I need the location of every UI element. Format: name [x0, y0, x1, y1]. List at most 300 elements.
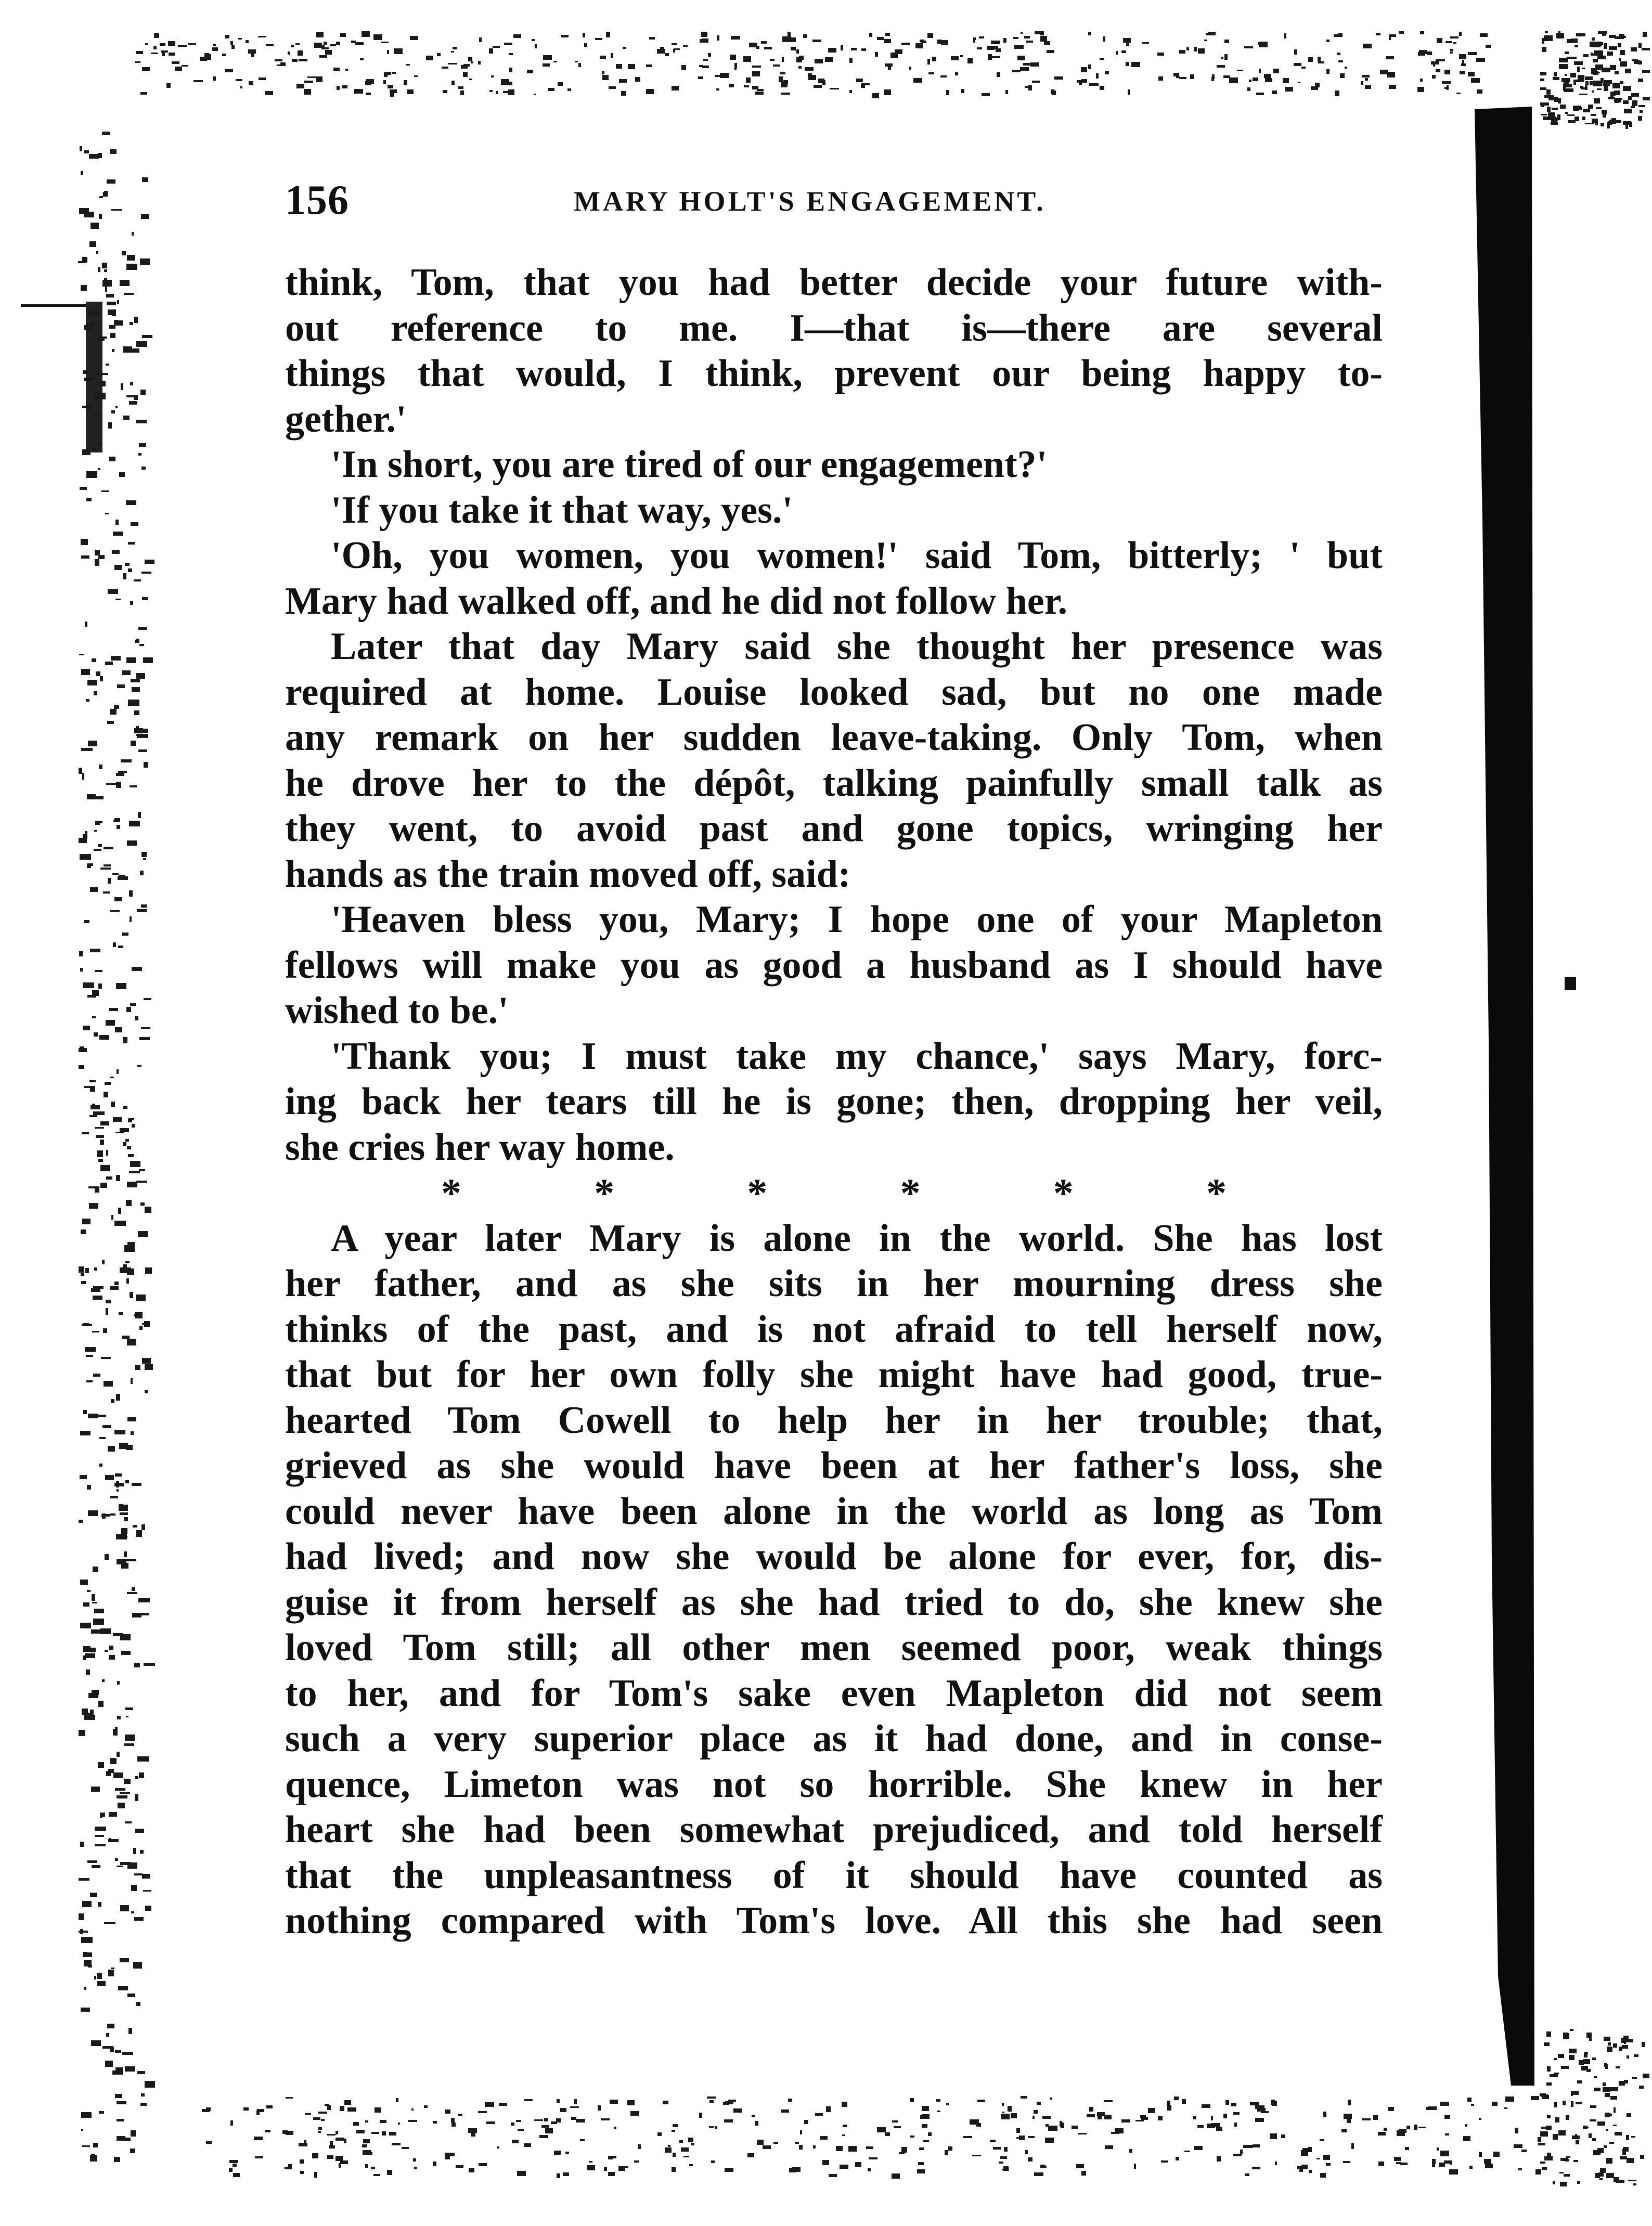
noise-speck — [124, 1779, 131, 1784]
noise-speck — [1320, 2173, 1326, 2178]
noise-speck — [1553, 2181, 1555, 2184]
noise-speck — [123, 1142, 126, 1146]
noise-speck — [124, 1517, 128, 1521]
noise-speck — [98, 1159, 103, 1162]
noise-speck — [469, 79, 472, 80]
noise-speck — [861, 84, 865, 88]
noise-speck — [363, 2139, 370, 2143]
noise-speck — [1173, 73, 1179, 76]
noise-speck — [707, 2096, 716, 2099]
noise-speck — [103, 1328, 107, 1333]
noise-speck — [85, 1268, 89, 1273]
noise-speck — [1606, 2129, 1608, 2131]
noise-speck — [351, 41, 356, 43]
noise-speck — [970, 2119, 979, 2125]
noise-speck — [92, 1016, 96, 1018]
noise-speck — [1098, 2114, 1102, 2119]
noise-speck — [133, 703, 139, 705]
noise-speck — [1233, 2154, 1242, 2156]
noise-speck — [316, 32, 324, 37]
noise-speck — [90, 887, 98, 892]
noise-speck — [313, 2117, 320, 2120]
noise-speck — [300, 2159, 304, 2164]
noise-speck — [1338, 33, 1343, 37]
noise-speck — [82, 1324, 92, 1326]
noise-speck — [100, 868, 111, 870]
noise-speck — [1597, 2121, 1605, 2126]
noise-speck — [920, 2115, 925, 2119]
noise-speck — [153, 46, 157, 49]
noise-speck — [85, 622, 87, 627]
noise-speck — [133, 1848, 136, 1854]
noise-speck — [1302, 2148, 1311, 2150]
noise-speck — [1194, 2146, 1203, 2150]
noise-speck — [699, 65, 703, 67]
noise-speck — [138, 627, 147, 630]
noise-speck — [145, 43, 148, 45]
noise-speck — [134, 728, 143, 733]
noise-speck — [92, 658, 96, 662]
noise-speck — [102, 263, 107, 268]
noise-speck — [1622, 2045, 1628, 2049]
noise-speck — [335, 2131, 338, 2134]
noise-speck — [752, 86, 758, 89]
noise-speck — [1616, 2066, 1620, 2068]
break-asterisk: * — [747, 1170, 768, 1215]
noise-speck — [95, 1188, 99, 1193]
noise-speck — [1638, 105, 1645, 107]
noise-speck — [125, 1559, 136, 1561]
noise-speck — [1281, 2134, 1285, 2138]
noise-speck — [111, 410, 115, 413]
noise-speck — [248, 49, 256, 54]
noise-speck — [1211, 77, 1214, 81]
noise-speck — [172, 61, 179, 64]
noise-speck — [1547, 2115, 1551, 2118]
noise-speck — [107, 2024, 114, 2028]
noise-speck — [105, 662, 113, 665]
noise-speck — [141, 572, 151, 574]
text-line: could never have been alone in the world as long as Tom — [285, 1490, 1383, 1533]
noise-speck — [877, 37, 884, 40]
noise-speck — [120, 1862, 131, 1865]
noise-speck — [141, 2093, 145, 2096]
noise-speck — [114, 565, 122, 570]
noise-speck — [108, 1970, 114, 1976]
page-header — [285, 177, 1383, 234]
noise-speck — [1565, 2159, 1569, 2162]
noise-speck — [327, 2155, 333, 2159]
noise-speck — [866, 2146, 873, 2149]
noise-speck — [140, 390, 146, 395]
noise-speck — [132, 1587, 135, 1591]
noise-speck — [1221, 57, 1223, 59]
noise-speck — [142, 177, 148, 182]
noise-speck — [115, 2094, 122, 2098]
noise-speck — [116, 1481, 119, 1487]
noise-speck — [1613, 2125, 1617, 2126]
noise-speck — [869, 2157, 877, 2159]
noise-speck — [551, 2121, 557, 2124]
noise-speck — [113, 1633, 123, 1636]
noise-speck — [1609, 46, 1617, 50]
noise-speck — [1016, 2128, 1020, 2133]
noise-speck — [683, 45, 688, 47]
noise-speck — [321, 47, 329, 49]
noise-speck — [1223, 75, 1230, 78]
noise-speck — [106, 1176, 112, 1180]
noise-speck — [1294, 63, 1301, 66]
noise-speck — [598, 2105, 601, 2111]
noise-speck — [1400, 2163, 1408, 2165]
noise-speck — [783, 80, 788, 84]
noise-speck — [1131, 62, 1140, 67]
noise-speck — [145, 1207, 151, 1213]
noise-speck — [616, 64, 622, 69]
noise-speck — [1020, 67, 1029, 71]
noise-speck — [1384, 2128, 1387, 2131]
noise-speck — [1576, 2102, 1582, 2104]
noise-speck — [82, 1132, 89, 1134]
noise-speck — [101, 490, 109, 492]
noise-speck — [81, 669, 90, 675]
noise-speck — [967, 58, 973, 63]
noise-speck — [788, 32, 791, 37]
noise-speck — [563, 2172, 569, 2176]
noise-speck — [499, 2103, 507, 2106]
noise-speck — [973, 37, 976, 40]
noise-speck — [132, 967, 142, 971]
noise-speck — [828, 2107, 831, 2111]
noise-speck — [117, 684, 125, 688]
noise-speck — [1257, 2108, 1266, 2112]
noise-speck — [81, 1273, 84, 1276]
noise-speck — [142, 1323, 147, 1325]
noise-speck — [81, 285, 87, 291]
noise-speck — [257, 2109, 264, 2112]
noise-speck — [139, 443, 146, 447]
noise-speck — [98, 267, 100, 272]
noise-speck — [746, 77, 751, 83]
noise-speck — [277, 64, 286, 66]
noise-speck — [107, 179, 115, 184]
noise-speck — [909, 67, 911, 70]
noise-speck — [80, 1431, 91, 1435]
noise-speck — [433, 2121, 437, 2124]
text-block-lower — [285, 1216, 1383, 1944]
text-line: quence, Limeton was not so horrible. She knew in her — [285, 1763, 1383, 1806]
noise-speck — [99, 765, 102, 769]
noise-speck — [917, 2169, 925, 2173]
noise-speck — [88, 1186, 99, 1188]
noise-speck — [117, 1069, 119, 1074]
noise-speck — [1538, 2137, 1541, 2142]
noise-speck — [137, 909, 147, 912]
text-line: hands as the train moved off, said: — [285, 852, 851, 896]
noise-speck — [127, 1146, 131, 1149]
noise-speck — [1345, 67, 1347, 69]
noise-speck — [558, 82, 563, 86]
noise-speck — [1589, 2038, 1592, 2041]
noise-speck — [93, 1567, 98, 1572]
noise-speck — [105, 513, 109, 514]
noise-speck — [1603, 83, 1610, 86]
noise-speck — [111, 209, 122, 211]
noise-speck — [100, 1140, 104, 1145]
noise-speck — [93, 1111, 105, 1115]
noise-speck — [1104, 2115, 1112, 2119]
noise-speck — [792, 2167, 801, 2172]
noise-speck — [1604, 86, 1608, 91]
noise-speck — [136, 673, 145, 679]
noise-speck — [130, 1161, 140, 1167]
noise-speck — [543, 63, 550, 67]
noise-speck — [225, 35, 229, 38]
noise-speck — [1459, 54, 1466, 59]
noise-speck — [129, 821, 140, 826]
noise-speck — [1596, 107, 1602, 109]
noise-speck — [1028, 85, 1032, 90]
noise-speck — [116, 773, 124, 776]
noise-speck — [140, 1202, 145, 1206]
noise-speck — [1428, 2106, 1437, 2110]
noise-speck — [433, 2162, 436, 2166]
noise-speck — [1561, 78, 1570, 82]
noise-speck — [1606, 2158, 1612, 2164]
noise-speck — [576, 2119, 585, 2123]
noise-speck — [90, 1893, 97, 1897]
noise-speck — [1632, 2077, 1637, 2079]
noise-speck — [162, 53, 165, 56]
noise-speck — [143, 1890, 151, 1892]
noise-speck — [123, 1264, 127, 1267]
noise-speck — [884, 39, 891, 43]
noise-speck — [131, 741, 136, 746]
noise-speck — [265, 2130, 270, 2132]
noise-speck — [117, 1716, 121, 1719]
noise-speck — [1104, 2100, 1113, 2102]
noise-speck — [132, 1124, 135, 1128]
noise-speck — [448, 63, 457, 64]
noise-speck — [122, 933, 128, 936]
noise-speck — [95, 1827, 106, 1831]
noise-speck — [602, 75, 609, 80]
noise-speck — [1297, 2166, 1307, 2169]
noise-speck — [1126, 62, 1129, 66]
noise-speck — [1623, 86, 1631, 91]
noise-speck — [1216, 2127, 1222, 2131]
noise-speck — [1157, 53, 1164, 56]
text-line: 'Oh, you women, you women!' said Tom, bitterly; ' but — [331, 534, 1383, 577]
text-line: such a very superior place as it had done, and in conse- — [285, 1717, 1383, 1760]
noise-speck — [365, 2152, 372, 2155]
noise-speck — [121, 759, 132, 762]
noise-speck — [1440, 2102, 1449, 2106]
noise-speck — [99, 1437, 106, 1439]
noise-speck — [1624, 2156, 1627, 2159]
noise-speck — [587, 2165, 595, 2170]
noise-speck — [115, 520, 119, 525]
noise-speck — [141, 852, 147, 857]
noise-speck — [144, 998, 151, 1000]
noise-speck — [138, 812, 141, 818]
noise-speck — [1437, 38, 1442, 43]
noise-speck — [116, 983, 126, 989]
noise-speck — [1318, 57, 1321, 61]
noise-speck — [83, 1602, 89, 1607]
noise-speck — [1566, 2115, 1569, 2120]
noise-speck — [113, 820, 120, 822]
noise-speck — [1608, 97, 1615, 99]
noise-speck — [1595, 2173, 1600, 2178]
noise-speck — [99, 1464, 102, 1467]
noise-speck — [92, 1690, 99, 1695]
noise-speck — [394, 48, 403, 54]
noise-speck — [80, 487, 87, 490]
noise-speck — [951, 56, 959, 60]
noise-speck — [119, 1312, 123, 1315]
noise-speck — [1602, 68, 1610, 72]
noise-speck — [1583, 2059, 1590, 2064]
noise-speck — [127, 840, 137, 846]
text-line: out reference to me. I—that is—there are several — [285, 306, 1383, 350]
noise-speck — [404, 80, 407, 85]
noise-speck — [426, 56, 433, 60]
noise-speck — [95, 550, 100, 555]
noise-speck — [81, 1230, 86, 1234]
noise-speck — [88, 741, 97, 746]
text-line: that but for her own folly she might have had good, true- — [285, 1353, 1383, 1396]
noise-speck — [105, 1475, 114, 1480]
noise-speck — [804, 2120, 808, 2124]
noise-speck — [1576, 2140, 1579, 2144]
noise-speck — [1598, 31, 1607, 34]
noise-speck — [354, 89, 363, 94]
noise-speck — [825, 57, 833, 62]
noise-speck — [674, 48, 680, 50]
noise-speck — [131, 522, 138, 526]
noise-speck — [112, 349, 114, 352]
noise-speck — [266, 2105, 273, 2108]
noise-speck — [1627, 2158, 1634, 2163]
noise-speck — [1577, 67, 1580, 72]
noise-speck — [94, 849, 101, 851]
noise-speck — [84, 1086, 95, 1088]
noise-speck — [937, 40, 941, 44]
noise-speck — [96, 1135, 104, 1138]
noise-speck — [941, 40, 948, 45]
noise-speck — [1600, 2168, 1606, 2173]
noise-speck — [918, 2162, 924, 2165]
noise-speck — [136, 420, 147, 423]
noise-speck — [230, 2120, 233, 2126]
noise-speck — [508, 89, 514, 95]
noise-speck — [1186, 47, 1189, 50]
noise-speck — [288, 51, 290, 55]
noise-speck — [140, 258, 150, 265]
noise-speck — [265, 91, 273, 95]
noise-speck — [83, 982, 94, 988]
noise-speck — [118, 946, 123, 948]
noise-speck — [580, 2139, 585, 2141]
noise-speck — [1229, 77, 1238, 83]
noise-speck — [1592, 2138, 1596, 2141]
noise-speck — [93, 1296, 102, 1300]
noise-speck — [1309, 2170, 1312, 2173]
noise-speck — [102, 1260, 105, 1264]
noise-speck — [286, 2097, 293, 2099]
noise-speck — [140, 92, 147, 95]
noise-speck — [122, 1536, 127, 1538]
noise-speck — [1543, 117, 1552, 120]
noise-speck — [849, 90, 852, 93]
noise-speck — [799, 56, 804, 60]
noise-speck — [1565, 112, 1568, 114]
noise-speck — [1604, 43, 1607, 49]
noise-speck — [443, 90, 447, 93]
noise-speck — [121, 1528, 127, 1534]
noise-speck — [1176, 76, 1180, 78]
noise-speck — [972, 2155, 981, 2156]
noise-speck — [130, 382, 133, 385]
noise-speck — [139, 1326, 143, 1330]
noise-speck — [138, 1231, 141, 1235]
noise-speck — [1028, 2157, 1032, 2162]
noise-speck — [1014, 45, 1024, 49]
noise-speck — [1614, 98, 1621, 102]
noise-speck — [932, 57, 936, 61]
noise-speck — [1597, 88, 1602, 90]
noise-speck — [1253, 77, 1258, 81]
noise-speck — [1121, 50, 1126, 53]
noise-speck — [761, 41, 767, 44]
noise-speck — [95, 821, 102, 823]
noise-speck — [142, 1874, 150, 1879]
noise-speck — [125, 1707, 133, 1710]
noise-speck — [109, 457, 115, 461]
noise-speck — [81, 1281, 86, 1284]
noise-speck — [282, 2130, 288, 2134]
noise-speck — [1174, 2096, 1179, 2100]
noise-speck — [1217, 2156, 1221, 2162]
noise-speck — [496, 91, 498, 94]
noise-speck — [553, 61, 557, 62]
noise-speck — [663, 2101, 668, 2104]
noise-speck — [229, 2160, 238, 2163]
noise-speck — [1485, 2164, 1493, 2168]
noise-speck — [557, 2099, 560, 2103]
noise-speck — [304, 81, 313, 83]
noise-speck — [324, 42, 327, 45]
noise-speck — [1037, 2102, 1041, 2105]
noise-speck — [392, 2143, 401, 2145]
noise-speck — [327, 2105, 331, 2110]
noise-speck — [100, 676, 103, 681]
noise-speck — [543, 55, 552, 60]
noise-speck — [178, 45, 187, 47]
text-block-upper — [285, 260, 1383, 1170]
noise-speck — [113, 942, 116, 947]
noise-speck — [110, 2047, 114, 2052]
noise-speck — [126, 1278, 129, 1284]
noise-speck — [828, 48, 836, 53]
noise-speck — [711, 2160, 715, 2163]
noise-speck — [84, 150, 89, 153]
noise-speck — [743, 56, 751, 62]
text-line: think, Tom, that you had better decide your future with- — [285, 261, 1383, 304]
noise-speck — [1544, 2156, 1553, 2160]
noise-speck — [1348, 2100, 1351, 2105]
